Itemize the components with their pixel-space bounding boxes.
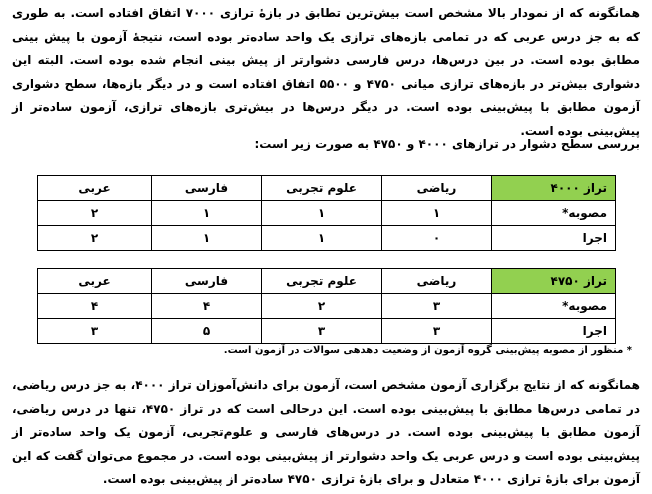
table-cell: ۳ <box>38 319 152 344</box>
paragraph-analysis: همانگونه که از نمودار بالا مشخص است بیش‌ترین تطابق در بازهٔ ترازی ۷۰۰۰ اتفاق افتاده است. به طوری که به جز درس عربی که در تمامی بازه‌های ترازی یک واحد ساده‌تر بوده است، نتیجهٔ آزمون با پیش بینی مطابق بوده است. در بین درس‌ها، درس فارسی دشوارتر از پیش بینی انجام شده بوده است. البته این دشواری بیش‌تر در بازه‌های ترازی میانی ۴۷۵۰ و ۵۵۰۰ اتفاق افتاده است و در دیگر بازه‌ها، سطح دشواری آزمون مطابق با پیش‌بینی بوده است. در دیگر درس‌ها در بیش‌تری بازه‌های ترازی، آزمون ساده‌تر از پیش‌بینی بوده است. <box>12 6 641 138</box>
tables-intro: بررسی سطح دشوار در ترازهای ۴۰۰۰ و ۴۷۵۰ به صورت زیر است: <box>254 137 640 151</box>
row-label: اجرا <box>492 319 616 344</box>
column-header: عربی <box>38 269 152 294</box>
column-header: ریاضی <box>382 176 492 201</box>
table-cell: ۱ <box>382 201 492 226</box>
table-cell: ۲ <box>38 226 152 251</box>
row-label: مصوبه* <box>492 294 616 319</box>
table-row <box>38 201 616 226</box>
table-cell: ۲ <box>38 201 152 226</box>
footnote: * منظور از مصوبه پیش‌بینی گروه آزمون از وضعیت دهدهی سوالات در آزمون است. <box>223 345 632 356</box>
table-level-4750 <box>37 268 616 344</box>
table-cell: ۳ <box>262 319 382 344</box>
table-cell: ۴ <box>152 294 262 319</box>
table-cell: ۳ <box>382 319 492 344</box>
table-cell: ۲ <box>262 294 382 319</box>
table-cell: ۰ <box>382 226 492 251</box>
column-header: عربی <box>38 176 152 201</box>
table-cell: ۱ <box>152 201 262 226</box>
level-header-cell: تراز ۴۷۵۰ <box>492 269 616 294</box>
table-cell: ۱ <box>152 226 262 251</box>
column-header: فارسی <box>152 269 262 294</box>
table-header-row <box>38 176 616 201</box>
level-header-cell: تراز ۴۰۰۰ <box>492 176 616 201</box>
table-row <box>38 226 616 251</box>
table-cell: ۴ <box>38 294 152 319</box>
column-header: علوم تجربی <box>262 269 382 294</box>
column-header: ریاضی <box>382 269 492 294</box>
table-cell: ۵ <box>152 319 262 344</box>
table-cell: ۱ <box>262 226 382 251</box>
table-cell: ۱ <box>262 201 382 226</box>
row-label: مصوبه* <box>492 201 616 226</box>
column-header: فارسی <box>152 176 262 201</box>
column-header: علوم تجربی <box>262 176 382 201</box>
paragraph-conclusion: همانگونه که از نتایج برگزاری آزمون مشخص است، آزمون برای دانش‌آموزان تراز ۴۰۰۰، به جز درس ریاضی، در تمامی درس‌ها مطابق با پیش‌بینی بوده است. این درحالی است که در تراز ۴۷۵۰، تنها در درس ریاضی، آزمون مطابق با پیش‌بینی بوده است. در درس‌های فارسی و علوم‌تجربی، آزمون یک واحد ساده‌تر از پیش‌بینی بوده است و درس عربی یک واحد دشوارتر از پیش‌بینی بوده است. در مجموع می‌توان گفت که این آزمون برای بازهٔ ترازی ۴۰۰۰ متعادل و برای بازهٔ ترازی ۴۷۵۰ ساده‌تر از پیش‌بینی بوده است. <box>12 378 640 486</box>
table-row <box>38 319 616 344</box>
table-cell: ۳ <box>382 294 492 319</box>
table-header-row <box>38 269 616 294</box>
table-level-4000 <box>37 175 616 251</box>
table-row <box>38 294 616 319</box>
row-label: اجرا <box>492 226 616 251</box>
